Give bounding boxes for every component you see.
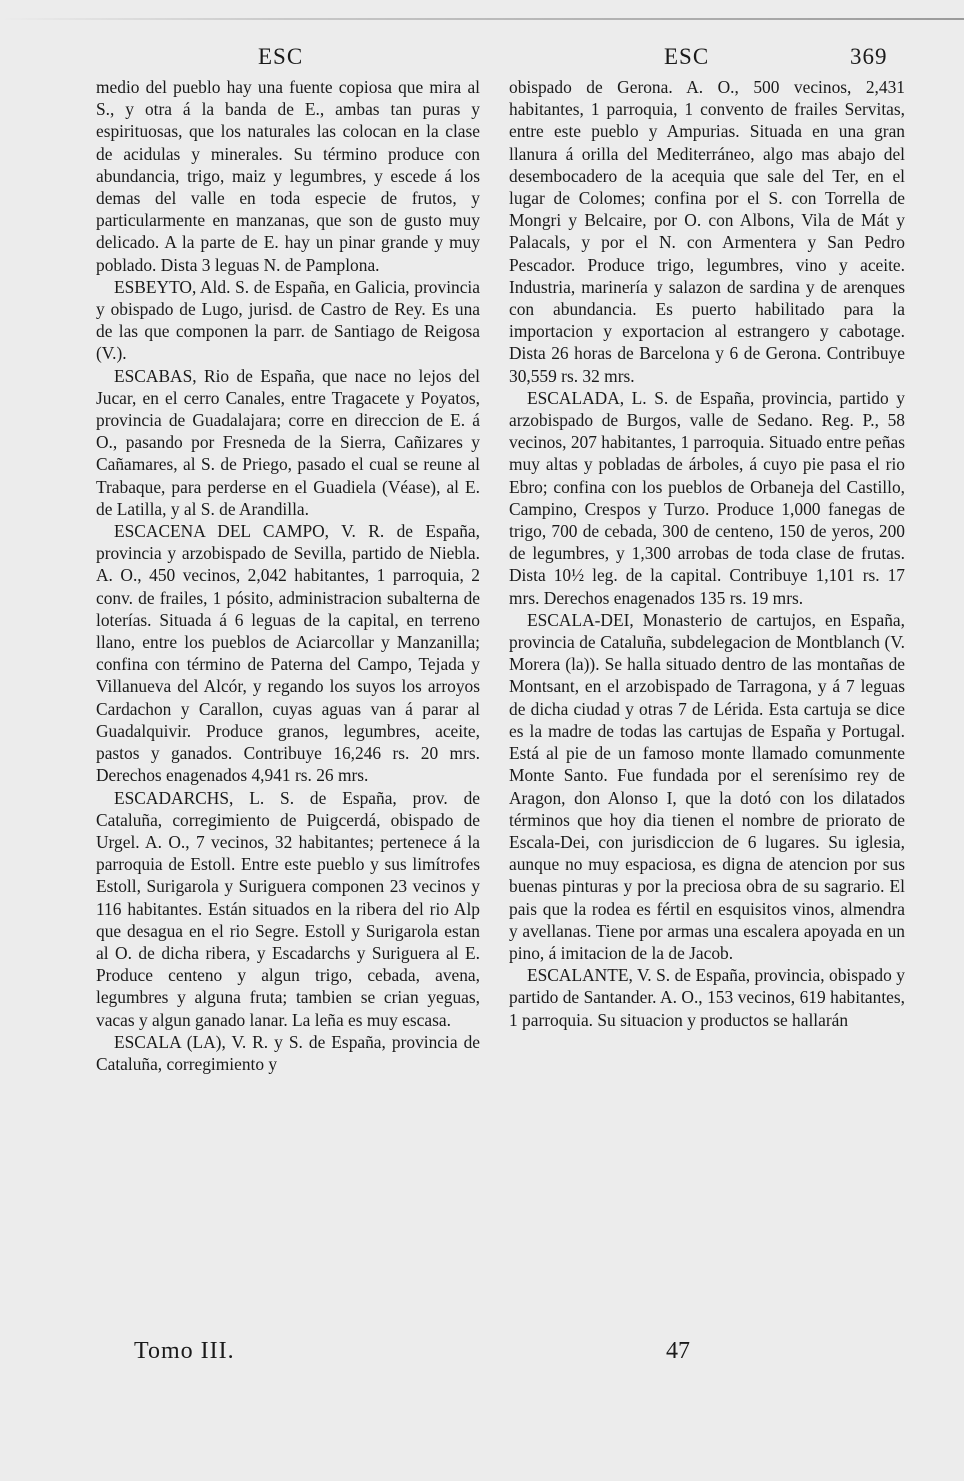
entry-escabas: ESCABAS, Rio de España, que nace no lejos del Jucar, en el cerro Canales, entre Tragacete y Poyatos, provincia de Guadalajara; corre en direccion de E. á O., pasando por Fresneda de la Sierra, Cañizares y Cañamares, al S. de Priego, pasado el cual se reune al Trabaque, para perderse en el Guadiela (Véase), al E. de Latilla, y al S. de Arandilla. <box>96 365 480 519</box>
entry-continuation: medio del pueblo hay una fuente copiosa que mira al S., y otra á la banda de E., ambas tan puras y espirituosas, que los naturales las colocan en la clase de acidulas y minerales. Su término produce con abundancia, trigo, maiz y legumbres, y escede á los demas del valle en toda especie de frutos, y particularmente en manzanas, que son de gusto muy delicado. A la parte de E. hay un pinar grande y muy poblado. Dista 3 leguas N. de Pamplona. <box>96 77 480 275</box>
volume-label: Tomo III. <box>134 1338 235 1364</box>
running-head-right: ESC <box>664 44 710 69</box>
entry-escalada: ESCALADA, L. S. de España, provincia, partido y arzobispado de Burgos, valle de Sedano. Reg. P., 58 vecinos, 207 habitantes, 1 parroquia. Situado entre peñas muy altas y pobladas de árboles, á cuyo pie pasa el rio Ebro; confina con los pueblos de Orbaneja del Castillo, Campino, Crespos y Turzo. Produce 1,000 fanegas de trigo, 700 de cebada, 300 de centeno, 150 de yeros, 200 de legumbres, y 1,300 arrobas de toda clase de frutas. Dista 10½ leg. de la capital. Contribuye 1,101 rs. 17 mrs. Derechos enagenados 135 rs. 19 mrs. <box>509 387 906 608</box>
right-column <box>509 76 905 1031</box>
running-head-left: ESC <box>258 44 304 69</box>
signature-mark: 47 <box>666 1338 690 1364</box>
entry-escala-continuation: obispado de Gerona. A. O., 500 vecinos, 2,431 habitantes, 1 parroquia, 1 convento de frailes Servitas, entre este pueblo y Ampurias. Situada en una gran llanura á orilla del Mediterráneo, algo mas abajo del desembocadero de la acequia que sale del Ter, en el lugar de Colomes; confina por el S. con Torrella de Mongri y Belcaire, por O. con Albons, Vila de Mát y Palacals, y por el N. con Armentera y San Pedro Pescador. Produce trigo, legumbres, vino y aceite. Industria, marinería y salazon de sardina y de arenques con abundancia. Es puerto habilitado para la importacion y exportacion al estrangero y cabotage. Dista 26 horas de Barcelona y 6 de Gerona. Contribuye 30,559 rs. 32 mrs. <box>509 77 905 386</box>
left-column <box>96 76 480 1075</box>
page-top-edge <box>0 18 964 20</box>
entry-escalante: ESCALANTE, V. S. de España, provincia, obispado y partido de Santander. A. O., 153 vecinos, 619 habitantes, 1 parroquia. Su situacion y productos se hallarán <box>509 965 905 1030</box>
entry-esbeyto: ESBEYTO, Ald. S. de España, en Galicia, provincia y obispado de Lugo, jurisd. de Castro de Rey. Es una de las que componen la parr. de Santiago de Reigosa (V.). <box>96 276 480 364</box>
entry-escala-dei: ESCALA-DEI, Monasterio de cartujos, en España, provincia de Cataluña, subdelegacion de Montblanch (V. Morera (la)). Se halla situado dentro de las montañas de Montsant, en el arzobispado de Tarragona, y á 7 leguas de dicha ciudad y otras 7 de Lérida. Esta cartuja se dice es la madre de todas las cartujas de España y Portugal. Está al pie de un famoso monte llamado comunmente Monte Santo. Fue fundada por el serenísimo rey de Aragon, don Alonso I, que la dotó con los dilatados términos que hoy dia tienen el nombre de priorato de Escala-Dei, con jurisdiccion de 6 lugares. Su iglesia, aunque no muy espaciosa, es digna de atencion por sus buenas pinturas y por la preciosa obra de su sagrario. El pais que la rodea es fértil en esquisitos vinos, almendra y avellanas. Tiene por armas una escalera apoyada en un pino, á imitacion de la de Jacob. <box>509 609 905 963</box>
entry-escala: ESCALA (LA), V. R. y S. de España, provincia de Cataluña, corregimiento y <box>96 1031 480 1074</box>
page-number: 369 <box>850 44 888 69</box>
entry-escacena-del-campo: ESCACENA DEL CAMPO, V. R. de España, provincia y arzobispado de Sevilla, partido de Niebla. A. O., 450 vecinos, 2,042 habitantes, 1 parroquia, 2 conv. de frailes, 1 pósito, administracion subalterna de loterías. Situada á 6 leguas de la capital, en terreno llano, entre los pueblos de Aciarcollar y Manzanilla; confina con término de Paterna del Campo, Tejada y Villanueva del Alcór, y regando los suyos los arroyos Cardachon y Carallon, cuyas aguas van á parar al Guadalquivir. Produce granos, legumbres, aceite, pastos y ganados. Contribuye 16,246 rs. 20 mrs. Derechos enagenados 4,941 rs. 26 mrs. <box>96 521 480 786</box>
entry-escadarchs: ESCADARCHS, L. S. de España, prov. de Cataluña, corregimiento de Puigcerdá, obispado de Urgel. A. O., 7 vecinos, 32 habitantes; pertenece á la parroquia de Estoll. Entre este pueblo y sus limítrofes Estoll, Surigarola y Suriguera componen 23 vecinos y 116 habitantes. Están situados en la ribera del rio Alp que desagua en el rio Segre. Estoll y Surigarola estan al O. de dicha ribera, y Escadarchs y Suriguera al E. Produce centeno y algun trigo, cebada, avena, legumbres y alguna fruta; tambien se crian yeguas, vacas y algun ganado lanar. La leña es muy escasa. <box>96 787 480 1030</box>
